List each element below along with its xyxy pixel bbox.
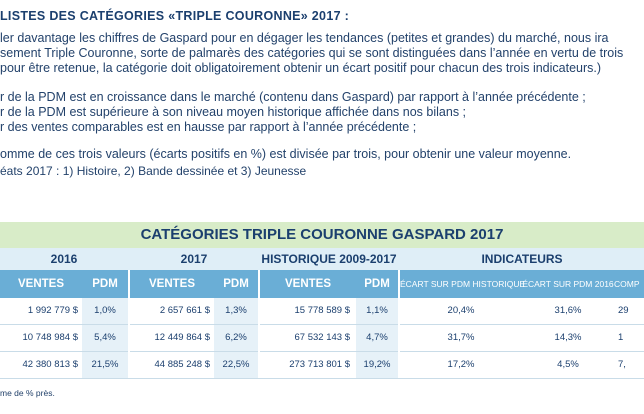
cell-ventes-2017: 2 657 661 $ (159, 305, 210, 316)
group-indicateurs: INDICATEURS (481, 252, 563, 266)
group-historique: HISTORIQUE 2009-2017 (261, 252, 397, 266)
col-pdm-historique: PDM (364, 278, 390, 290)
table-row (0, 325, 644, 352)
group-2017: 2017 (180, 252, 208, 266)
footnote: me de % près. (0, 388, 55, 398)
col-comp: COMP (614, 279, 640, 289)
col-ecart-2016: ÉCART SUR PDM 2016 (522, 279, 614, 289)
cell-ecart-historique: 31,7% (447, 332, 475, 343)
cell-ecart-2016: 31,6% (554, 305, 582, 316)
cell-pdm-2016: 5,4% (82, 325, 128, 351)
criterion-3: r des ventes comparables est en hausse par rapport à l’année précédente ; (0, 120, 417, 134)
cell-pdm-2017: 1,3% (214, 298, 258, 324)
intro-line-3: pour être retenue, la catégorie doit obligatoirement obtenir un écart positif pour chacun des trois indicateurs.) (0, 61, 602, 75)
table-row (0, 352, 644, 379)
section-heading: LISTES DES CATÉGORIES «TRIPLE COURONNE» 2017 : (0, 9, 350, 23)
cell-pdm-2017: 22,5% (214, 352, 258, 378)
cell-ventes-2017: 44 885 248 $ (154, 359, 210, 370)
cell-comp: 7, (618, 359, 626, 370)
column-header-row (0, 270, 644, 298)
column-divider (128, 270, 130, 376)
cell-ventes-2016: 10 748 984 $ (22, 332, 78, 343)
cell-ventes-2016: 42 380 813 $ (22, 359, 78, 370)
cell-ventes-historique: 67 532 143 $ (294, 332, 350, 343)
cell-ventes-2017: 12 449 864 $ (154, 332, 210, 343)
column-divider (398, 270, 400, 376)
table-title: CATÉGORIES TRIPLE COURONNE GASPARD 2017 (0, 222, 644, 248)
cell-pdm-historique: 4,7% (356, 325, 398, 351)
cell-ventes-historique: 15 778 589 $ (294, 305, 350, 316)
cell-pdm-historique: 19,2% (356, 352, 398, 378)
group-2016: 2016 (50, 252, 78, 266)
cell-pdm-2016: 21,5% (82, 352, 128, 378)
results-text: éats 2017 : 1) Histoire, 2) Bande dessinée et 3) Jeunesse (0, 164, 307, 178)
col-pdm-2016: PDM (92, 278, 118, 290)
cell-pdm-2017: 6,2% (214, 325, 258, 351)
cell-pdm-2016: 1,0% (82, 298, 128, 324)
cell-ecart-historique: 17,2% (447, 359, 475, 370)
cell-ecart-2016: 14,3% (554, 332, 582, 343)
cell-ventes-2016: 1 992 779 $ (27, 305, 78, 316)
cell-comp: 1 (618, 332, 624, 343)
column-divider (258, 270, 260, 376)
criterion-2: r de la PDM est supérieure à son niveau moyen historique affichée dans nos bilans ; (0, 105, 467, 119)
cell-comp: 29 (618, 305, 629, 316)
col-ventes-2016: VENTES (17, 278, 64, 290)
cell-ventes-historique: 273 713 801 $ (289, 359, 350, 370)
intro-line-1: ler davantage les chiffres de Gaspard pour en dégager les tendances (petites et grandes) du marché, nous ira (0, 31, 609, 45)
col-pdm-2017: PDM (223, 278, 249, 290)
criterion-1: r de la PDM est en croissance dans le marché (contenu dans Gaspard) par rapport à l’année précédente ; (0, 90, 586, 104)
col-ventes-historique: VENTES (284, 278, 331, 290)
group-header-row (0, 248, 644, 270)
col-ventes-2017: VENTES (148, 278, 195, 290)
intro-line-2: sement Triple Couronne, sorte de palmarès des catégories qui se sont distinguées dans l’année en vertu de trois (0, 46, 624, 60)
col-ecart-historique: ÉCART SUR PDM HISTORIQUE (400, 279, 526, 289)
cell-ecart-2016: 4,5% (557, 359, 579, 370)
cell-ecart-historique: 20,4% (447, 305, 475, 316)
cell-pdm-historique: 1,1% (356, 298, 398, 324)
method-text: omme de ces trois valeurs (écarts positifs en %) est divisée par trois, pour obtenir une valeur moyenne. (0, 147, 572, 161)
table-row (0, 298, 644, 325)
